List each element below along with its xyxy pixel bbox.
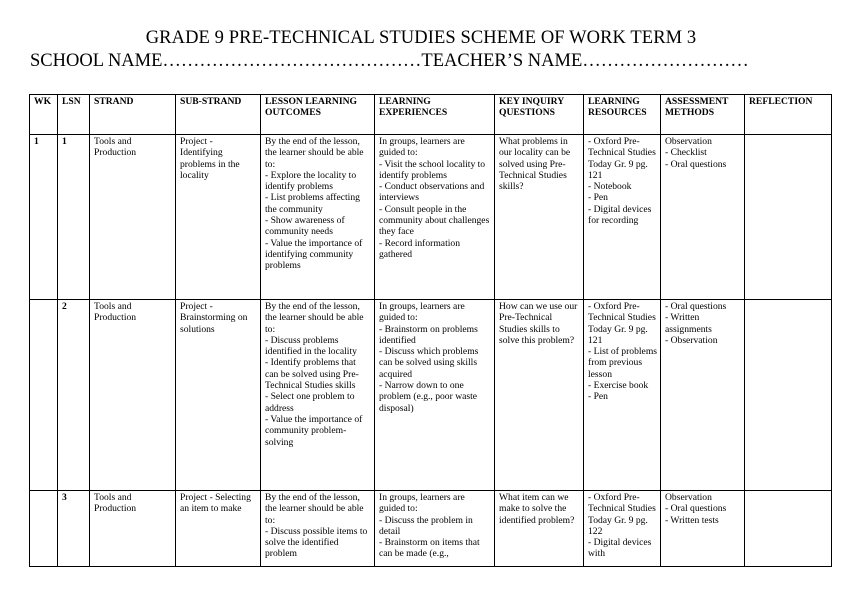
experience-line: - Discuss the problem in detail [379, 514, 473, 537]
resource-line: - Pen [588, 192, 608, 204]
week-cell [30, 300, 58, 491]
assessment-line: Observation [665, 492, 712, 503]
school-teacher-name-line: SCHOOL NAME……………………………………TEACHER’S NAME……………………… [30, 51, 749, 71]
strand-cell: Tools and Production [90, 491, 176, 567]
experience-line: - Conduct observations and interviews [379, 181, 485, 204]
experiences-cell [375, 300, 495, 491]
outcome-line: - Discuss problems identified in the locality [265, 334, 357, 358]
assessment-line: - Written assignments [665, 312, 712, 335]
outcome-line: - Show awareness of community needs [265, 215, 345, 238]
resources-cell [584, 300, 661, 491]
outcomes-cell [261, 491, 375, 567]
header-sub-strand: SUB-STRAND [176, 95, 261, 135]
outcomes-cell [261, 135, 375, 300]
resource-line: - Oxford Pre-Technical Studies Today Gr. 9 pg. 121 [588, 301, 656, 346]
experiences-cell [375, 135, 495, 300]
inquiry-question-cell: What item can we make to solve the identified problem? [495, 491, 584, 567]
experience-line: - Record information gathered [379, 237, 460, 260]
outcome-line: - Discuss possible items to solve the identified problem [265, 525, 368, 560]
assessment-line: - Oral questions [665, 503, 727, 515]
assessment-line: - Checklist [665, 147, 707, 159]
experience-line: - Consult people in the community about challenges they face [379, 203, 490, 238]
lesson-cell: 1 [58, 135, 90, 300]
header-lsn: LSN [58, 95, 90, 135]
resource-line: - Digital devices with [588, 537, 652, 560]
header-wk: WK [30, 95, 58, 135]
week-cell [30, 491, 58, 567]
assessment-cell [661, 491, 745, 567]
resource-line: - Oxford Pre-Technical Studies Today Gr. 9 pg. 122 [588, 492, 656, 537]
outcome-line: - Value the importance of community problem-solving [265, 413, 363, 448]
assessment-line: - Oral questions [665, 158, 727, 170]
resources-cell [584, 135, 661, 300]
assessment-line: - Written tests [665, 514, 719, 526]
inquiry-question-cell: What problems in our locality can be solved using Pre-Technical Studies skills? [495, 135, 584, 300]
scheme-of-work-table [29, 94, 832, 567]
experience-line: In groups, learners are guided to: [379, 492, 465, 515]
table-header-row [30, 95, 832, 135]
assessment-line: - Observation [665, 334, 718, 346]
lesson-cell: 2 [58, 300, 90, 491]
week-cell: 1 [30, 135, 58, 300]
outcome-line: - Identify problems that can be solved using Pre-Technical Studies skills [265, 357, 359, 392]
experiences-cell [375, 491, 495, 567]
experience-line: - Narrow down to one problem (e.g., poor waste disposal) [379, 380, 478, 414]
inquiry-question-cell: How can we use our Pre-Technical Studies skills to solve this problem? [495, 300, 584, 491]
outcome-line: By the end of the lesson, the learner should be able to: [265, 301, 364, 335]
outcome-line: - Value the importance of identifying community problems [265, 237, 363, 272]
header-assessment-methods: ASSESSMENT METHODS [661, 95, 745, 135]
strand-cell: Tools and Production [90, 135, 176, 300]
assessment-line: - Oral questions [665, 301, 727, 312]
header-learning-resources: LEARNING RESOURCES [584, 95, 661, 135]
experience-line: - Brainstorm on problems identified [379, 323, 478, 346]
reflection-cell [745, 135, 832, 300]
resource-line: - Exercise book [588, 380, 649, 392]
document-title: GRADE 9 PRE-TECHNICAL STUDIES SCHEME OF WORK TERM 3 [145, 28, 697, 48]
assessment-cell [661, 135, 745, 300]
sub-strand-cell: Project - Brainstorming on solutions [176, 300, 261, 491]
resource-line: - Oxford Pre-Technical Studies Today Gr. 9 pg. 121 [588, 136, 656, 181]
lesson-cell: 3 [58, 491, 90, 567]
strand-cell: Tools and Production [90, 300, 176, 491]
resource-line: - Digital devices for recording [588, 203, 652, 227]
table-row [30, 135, 832, 300]
outcome-line: - List problems affecting the community [265, 192, 360, 215]
reflection-cell [745, 300, 832, 491]
assessment-line: Observation [665, 136, 712, 147]
sub-strand-cell: Project - Identifying problems in the locality [176, 135, 261, 300]
experience-line: In groups, learners are guided to: [379, 136, 465, 159]
reflection-cell [745, 491, 832, 567]
resource-line: - List of problems from previous lesson [588, 346, 658, 380]
outcome-line: By the end of the lesson, the learner should be able to: [265, 136, 364, 170]
outcome-line: By the end of the lesson, the learner should be able to: [265, 492, 364, 526]
header-learning-experiences: LEARNING EXPERIENCES [375, 95, 495, 135]
resources-cell [584, 491, 661, 567]
experience-line: - Visit the school locality to identify problems [379, 158, 486, 181]
experience-line: - Discuss which problems can be solved using skills acquired [379, 346, 479, 380]
assessment-cell [661, 300, 745, 491]
header-strand: STRAND [90, 95, 176, 135]
header-reflection: REFLECTION [745, 95, 832, 135]
outcomes-cell [261, 300, 375, 491]
header-lesson-learning-outcomes: LESSON LEARNING OUTCOMES [261, 95, 375, 135]
table-row [30, 491, 832, 567]
outcome-line: - Explore the locality to identify problems [265, 169, 357, 193]
resource-line: - Notebook [588, 181, 632, 193]
resource-line: - Pen [588, 391, 608, 403]
experience-line: - Brainstorm on items that can be made (e.g., [379, 537, 480, 560]
header-key-inquiry-questions: KEY INQUIRY QUESTIONS [495, 95, 584, 135]
experience-line: In groups, learners are guided to: [379, 301, 465, 324]
table-row [30, 300, 832, 491]
sub-strand-cell: Project - Selecting an item to make [176, 491, 261, 567]
outcome-line: - Select one problem to address [265, 391, 355, 414]
